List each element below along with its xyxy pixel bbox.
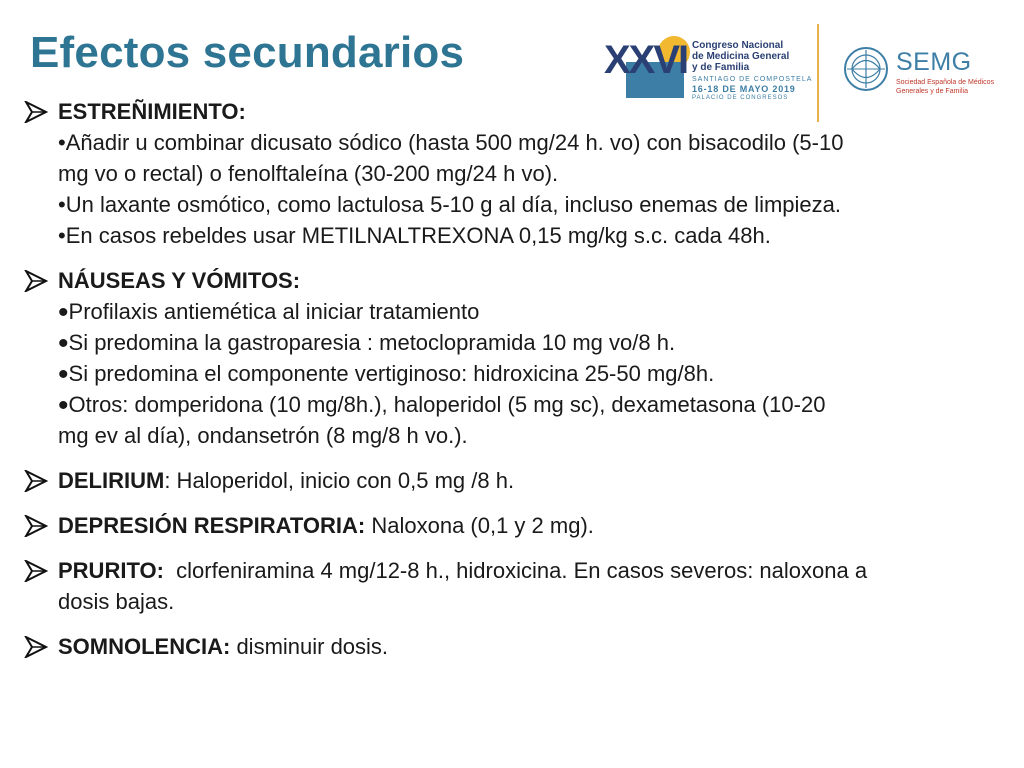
slide-content [22,96,997,662]
nauseas-bullet-2 [58,327,997,358]
section-somnolencia [22,631,997,662]
semg-subtitle-line-2: Generales y de Familia [896,88,968,95]
section-nauseas [22,265,997,451]
prurito-text-cont: dosis bajas. [58,589,175,614]
semg-name: SEMG [896,48,972,76]
semg-logo [842,44,995,100]
depresion-text: Naloxona (0,1 y 2 mg). [365,513,594,538]
semg-subtitle [896,78,994,96]
section-depresion [22,510,997,541]
congress-line-1: Congreso Nacional [692,40,784,51]
delirium-line [58,465,997,496]
nauseas-bullet-1 [58,296,997,327]
arrow-bullet-icon [24,101,48,123]
nauseas-bullet-4-cont: mg ev al día), ondansetrón (8 mg/8 h vo.). [58,423,468,448]
section-prurito [22,555,997,617]
bullet-dot: • [58,389,69,422]
prurito-text: clorfeniramina 4 mg/12-8 h., hidroxicina. En casos severos: naloxona a [163,558,868,583]
somnolencia-text: disminuir dosis. [230,634,389,659]
heading-nauseas: NÁUSEAS Y VÓMITOS: [58,268,301,293]
bullet-dot: • [58,358,69,391]
nauseas-bullet-2-text: Si predomina la gastroparesia : metoclopramida 10 mg vo/8 h. [68,330,676,355]
congress-city: SANTIAGO DE COMPOSTELA [692,76,813,83]
congress-line-2: de Medicina General [692,51,790,62]
estrenimiento-bullet-2: •Un laxante osmótico, como lactulosa 5-10 g al día, incluso enemas de limpieza. [58,192,841,217]
arrow-bullet-icon [24,636,48,658]
delirium-text: : Haloperidol, inicio con 0,5 mg /8 h. [164,468,515,493]
estrenimiento-bullet-3: •En casos rebeldes usar METILNALTREXONA 0,15 mg/kg s.c. cada 48h. [58,223,771,248]
estrenimiento-bullet-1-cont: mg vo o rectal) o fenolftaleína (30-200 mg/24 h vo). [58,161,559,186]
semg-subtitle-line-1: Sociedad Española de Médicos [896,79,995,86]
congress-logo [604,26,813,104]
depresion-line [58,510,997,541]
heading-estrenimiento: ESTREÑIMIENTO: [58,99,246,124]
congress-line-3: y de Familia [692,62,750,73]
arrow-bullet-icon [24,560,48,582]
semg-emblem-icon [842,44,890,94]
slide-title: Efectos secundarios [30,28,465,77]
bullet-dot: • [58,327,69,360]
congress-venue: PALACIO DE CONGRESOS [692,95,789,101]
congress-number: XXVI [604,38,688,82]
nauseas-bullet-3 [58,358,997,389]
bullet-dot: • [58,296,69,329]
prurito-line [58,555,997,586]
arrow-bullet-icon [24,270,48,292]
nauseas-bullet-1-text: Profilaxis antiemética al iniciar tratamiento [68,299,480,324]
heading-prurito: PRURITO: [58,558,164,583]
congress-text [692,40,812,102]
heading-delirium: DELIRIUM [58,468,165,493]
nauseas-bullet-4-text: Otros: domperidona (10 mg/8h.), haloperidol (5 mg sc), dexametasona (10-20 [68,392,826,417]
congress-dates: 16-18 DE MAYO 2019 [692,84,796,94]
section-estrenimiento [22,96,997,251]
arrow-bullet-icon [24,515,48,537]
estrenimiento-bullet-1: •Añadir u combinar dicusato sódico (hasta 500 mg/24 h. vo) con bisacodilo (5-10 [58,130,844,155]
somnolencia-line [58,631,997,662]
heading-somnolencia: SOMNOLENCIA: [58,634,231,659]
arrow-bullet-icon [24,470,48,492]
nauseas-bullet-4 [58,389,997,420]
section-delirium [22,465,997,496]
heading-depresion: DEPRESIÓN RESPIRATORIA: [58,513,366,538]
nauseas-bullet-3-text: Si predomina el componente vertiginoso: hidroxicina 25-50 mg/8h. [68,361,715,386]
